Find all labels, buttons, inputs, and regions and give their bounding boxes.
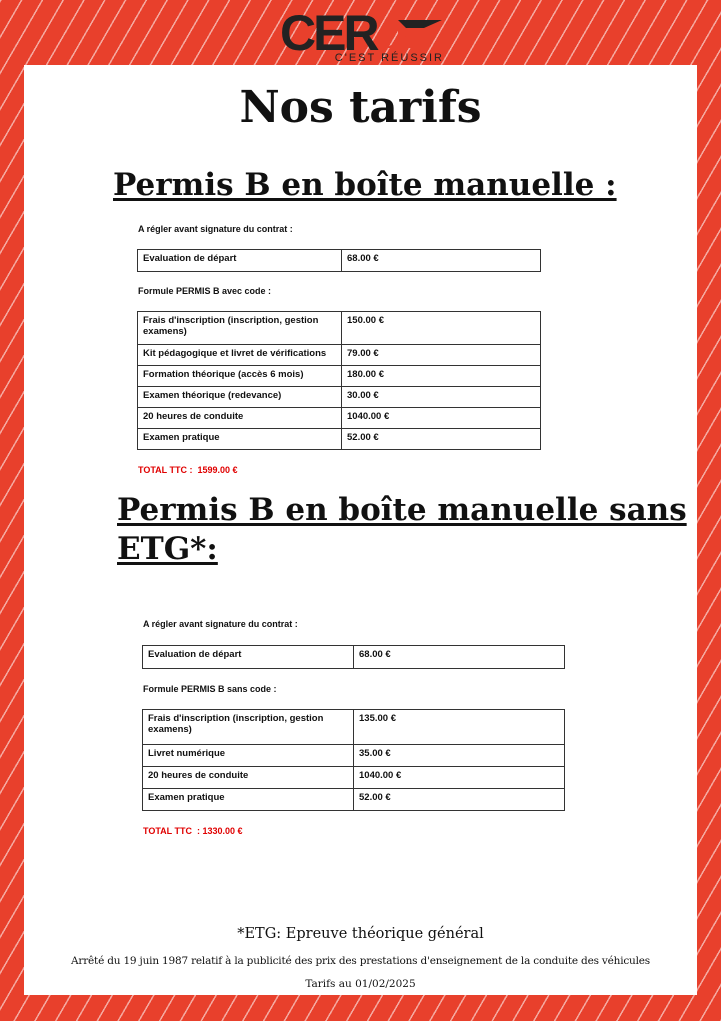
- table-row: [138, 408, 541, 429]
- section2-heading-line2: ETG*:: [117, 531, 218, 567]
- row-price: 35.00 €: [354, 745, 565, 767]
- section1-formula-label: Formule PERMIS B avec code :: [138, 286, 272, 296]
- row-label: Evaluation de départ: [143, 646, 354, 669]
- decree-note: Arrêté du 19 juin 1987 relatif à la publicité des prix des prestations d'enseignement de la conduite des véhicules: [71, 955, 650, 967]
- row-price: 68.00 €: [354, 646, 565, 669]
- row-price: 180.00 €: [342, 366, 541, 387]
- section2-heading-line1: Permis B en boîte manuelle sans: [117, 492, 687, 528]
- table-row: [138, 345, 541, 366]
- row-label: Formation théorique (accès 6 mois): [138, 366, 342, 387]
- section2-price-table: [142, 709, 565, 811]
- row-label: Examen théorique (redevance): [138, 387, 342, 408]
- table-row: [138, 312, 541, 345]
- section2-formula-label: Formule PERMIS B sans code :: [143, 684, 277, 694]
- row-label: Kit pédagogique et livret de vérifications: [138, 345, 342, 366]
- logo-chevron-icon: [384, 18, 446, 52]
- row-price: 150.00 €: [342, 312, 541, 345]
- row-price: 79.00 €: [342, 345, 541, 366]
- table-row: [138, 387, 541, 408]
- section1-pre-table: [137, 249, 541, 272]
- table-row: [143, 767, 565, 789]
- etg-footnote: *ETG: Epreuve théorique général: [237, 926, 484, 942]
- row-price: 1040.00 €: [342, 408, 541, 429]
- section1-total: TOTAL TTC : 1599.00 €: [138, 465, 238, 475]
- table-row: [143, 710, 565, 745]
- cer-logo: [280, 5, 445, 66]
- section1-pre-label: A régler avant signature du contrat :: [138, 224, 293, 234]
- table-row: [143, 646, 565, 669]
- logo-tagline: C'EST RÉUSSIR: [334, 52, 444, 64]
- row-label: 20 heures de conduite: [138, 408, 342, 429]
- row-price: 52.00 €: [342, 429, 541, 450]
- row-label: Evaluation de départ: [138, 250, 342, 272]
- row-label: Examen pratique: [138, 429, 342, 450]
- section2-pre-label: A régler avant signature du contrat :: [143, 619, 298, 629]
- table-row: [138, 429, 541, 450]
- table-row: [143, 745, 565, 767]
- section1-price-table: [137, 311, 541, 450]
- row-price: 68.00 €: [342, 250, 541, 272]
- logo-letters: CER: [280, 5, 377, 61]
- row-price: 52.00 €: [354, 789, 565, 811]
- section1-heading: Permis B en boîte manuelle :: [113, 167, 617, 203]
- section2-total: TOTAL TTC : 1330.00 €: [143, 826, 243, 836]
- tariff-date: Tarifs au 01/02/2025: [305, 978, 416, 990]
- table-row: [138, 366, 541, 387]
- row-label: Livret numérique: [143, 745, 354, 767]
- row-label: Examen pratique: [143, 789, 354, 811]
- table-row: [138, 250, 541, 272]
- row-price: 135.00 €: [354, 710, 565, 745]
- section2-pre-table: [142, 645, 565, 669]
- row-label: Frais d'inscription (inscription, gestion examens): [138, 312, 342, 345]
- row-label: 20 heures de conduite: [143, 767, 354, 789]
- row-label: Frais d'inscription (inscription, gestion examens): [143, 710, 354, 745]
- page-title: Nos tarifs: [239, 82, 482, 133]
- row-price: 30.00 €: [342, 387, 541, 408]
- row-price: 1040.00 €: [354, 767, 565, 789]
- table-row: [143, 789, 565, 811]
